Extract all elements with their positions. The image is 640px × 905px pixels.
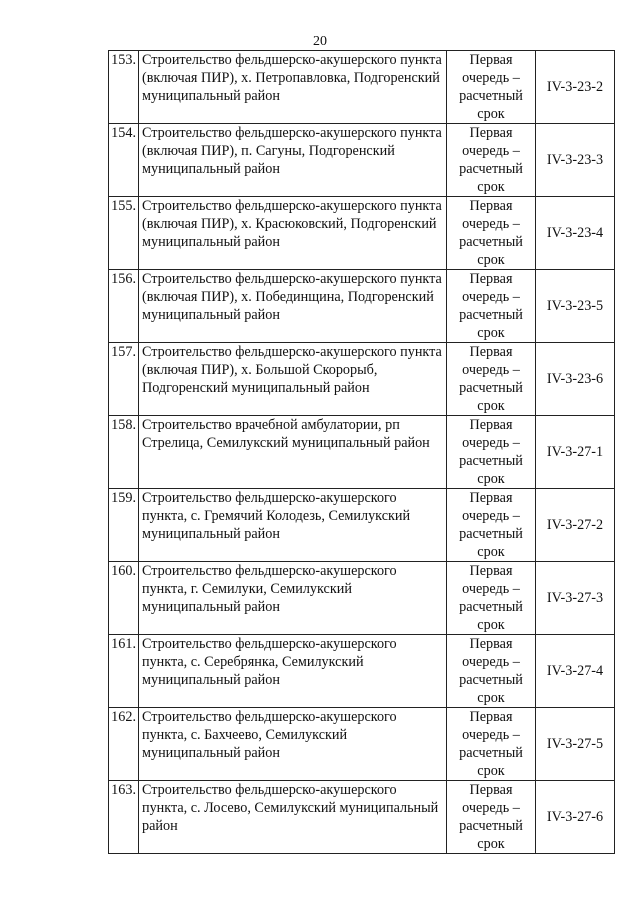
row-number: 158. (109, 416, 139, 489)
row-description: Строительство фельдшерско-акушерского пункта (включая ПИР), х. Красюковский, Подгоренский муниципальный район (139, 197, 447, 270)
row-description: Строительство фельдшерско-акушерского пункта, с. Гремячий Колодезь, Семилукский муниципальный район (139, 489, 447, 562)
row-number: 161. (109, 635, 139, 708)
row-description: Строительство фельдшерско-акушерского пункта, г. Семилуки, Семилукский муниципальный район (139, 562, 447, 635)
row-stage: Первая очередь – расчетный срок (447, 562, 536, 635)
row-number: 159. (109, 489, 139, 562)
row-description: Строительство фельдшерско-акушерского пункта (включая ПИР), х. Петропавловка, Подгоренский муниципальный район (139, 51, 447, 124)
row-stage: Первая очередь – расчетный срок (447, 416, 536, 489)
table-row (109, 51, 615, 124)
table-row (109, 197, 615, 270)
row-code: IV-3-23-5 (536, 270, 615, 343)
row-number: 163. (109, 781, 139, 854)
table-row (109, 124, 615, 197)
row-description: Строительство фельдшерско-акушерского пункта, с. Лосево, Семилукский муниципальный район (139, 781, 447, 854)
row-code: IV-3-23-2 (536, 51, 615, 124)
row-code: IV-3-23-4 (536, 197, 615, 270)
row-number: 160. (109, 562, 139, 635)
table-row (109, 343, 615, 416)
row-stage: Первая очередь – расчетный срок (447, 708, 536, 781)
table-row (109, 416, 615, 489)
row-stage: Первая очередь – расчетный срок (447, 270, 536, 343)
row-number: 155. (109, 197, 139, 270)
row-code: IV-3-27-4 (536, 635, 615, 708)
table-row (109, 270, 615, 343)
row-stage: Первая очередь – расчетный срок (447, 51, 536, 124)
row-number: 153. (109, 51, 139, 124)
row-description: Строительство фельдшерско-акушерского пункта, с. Бахчеево, Семилукский муниципальный район (139, 708, 447, 781)
table-row (109, 708, 615, 781)
row-stage: Первая очередь – расчетный срок (447, 197, 536, 270)
row-number: 154. (109, 124, 139, 197)
table-row (109, 489, 615, 562)
row-stage: Первая очередь – расчетный срок (447, 489, 536, 562)
page-number: 20 (313, 34, 327, 49)
row-code: IV-3-23-3 (536, 124, 615, 197)
objects-table-body (109, 51, 615, 854)
objects-table (108, 50, 615, 854)
row-code: IV-3-27-5 (536, 708, 615, 781)
row-description: Строительство фельдшерско-акушерского пункта (включая ПИР), х. Большой Скорорыб, Подгоренский муниципальный район (139, 343, 447, 416)
row-stage: Первая очередь – расчетный срок (447, 635, 536, 708)
row-number: 162. (109, 708, 139, 781)
row-stage: Первая очередь – расчетный срок (447, 124, 536, 197)
row-code: IV-3-27-3 (536, 562, 615, 635)
row-stage: Первая очередь – расчетный срок (447, 781, 536, 854)
row-code: IV-3-27-6 (536, 781, 615, 854)
table-row (109, 635, 615, 708)
table-row (109, 781, 615, 854)
row-code: IV-3-23-6 (536, 343, 615, 416)
row-code: IV-3-27-1 (536, 416, 615, 489)
row-description: Строительство фельдшерско-акушерского пункта, с. Серебрянка, Семилукский муниципальный район (139, 635, 447, 708)
row-number: 157. (109, 343, 139, 416)
row-description: Строительство фельдшерско-акушерского пункта (включая ПИР), х. Побединщина, Подгоренский муниципальный район (139, 270, 447, 343)
row-code: IV-3-27-2 (536, 489, 615, 562)
row-stage: Первая очередь – расчетный срок (447, 343, 536, 416)
table-row (109, 562, 615, 635)
row-number: 156. (109, 270, 139, 343)
row-description: Строительство врачебной амбулатории, рп Стрелица, Семилукский муниципальный район (139, 416, 447, 489)
row-description: Строительство фельдшерско-акушерского пункта (включая ПИР), п. Сагуны, Подгоренский муниципальный район (139, 124, 447, 197)
